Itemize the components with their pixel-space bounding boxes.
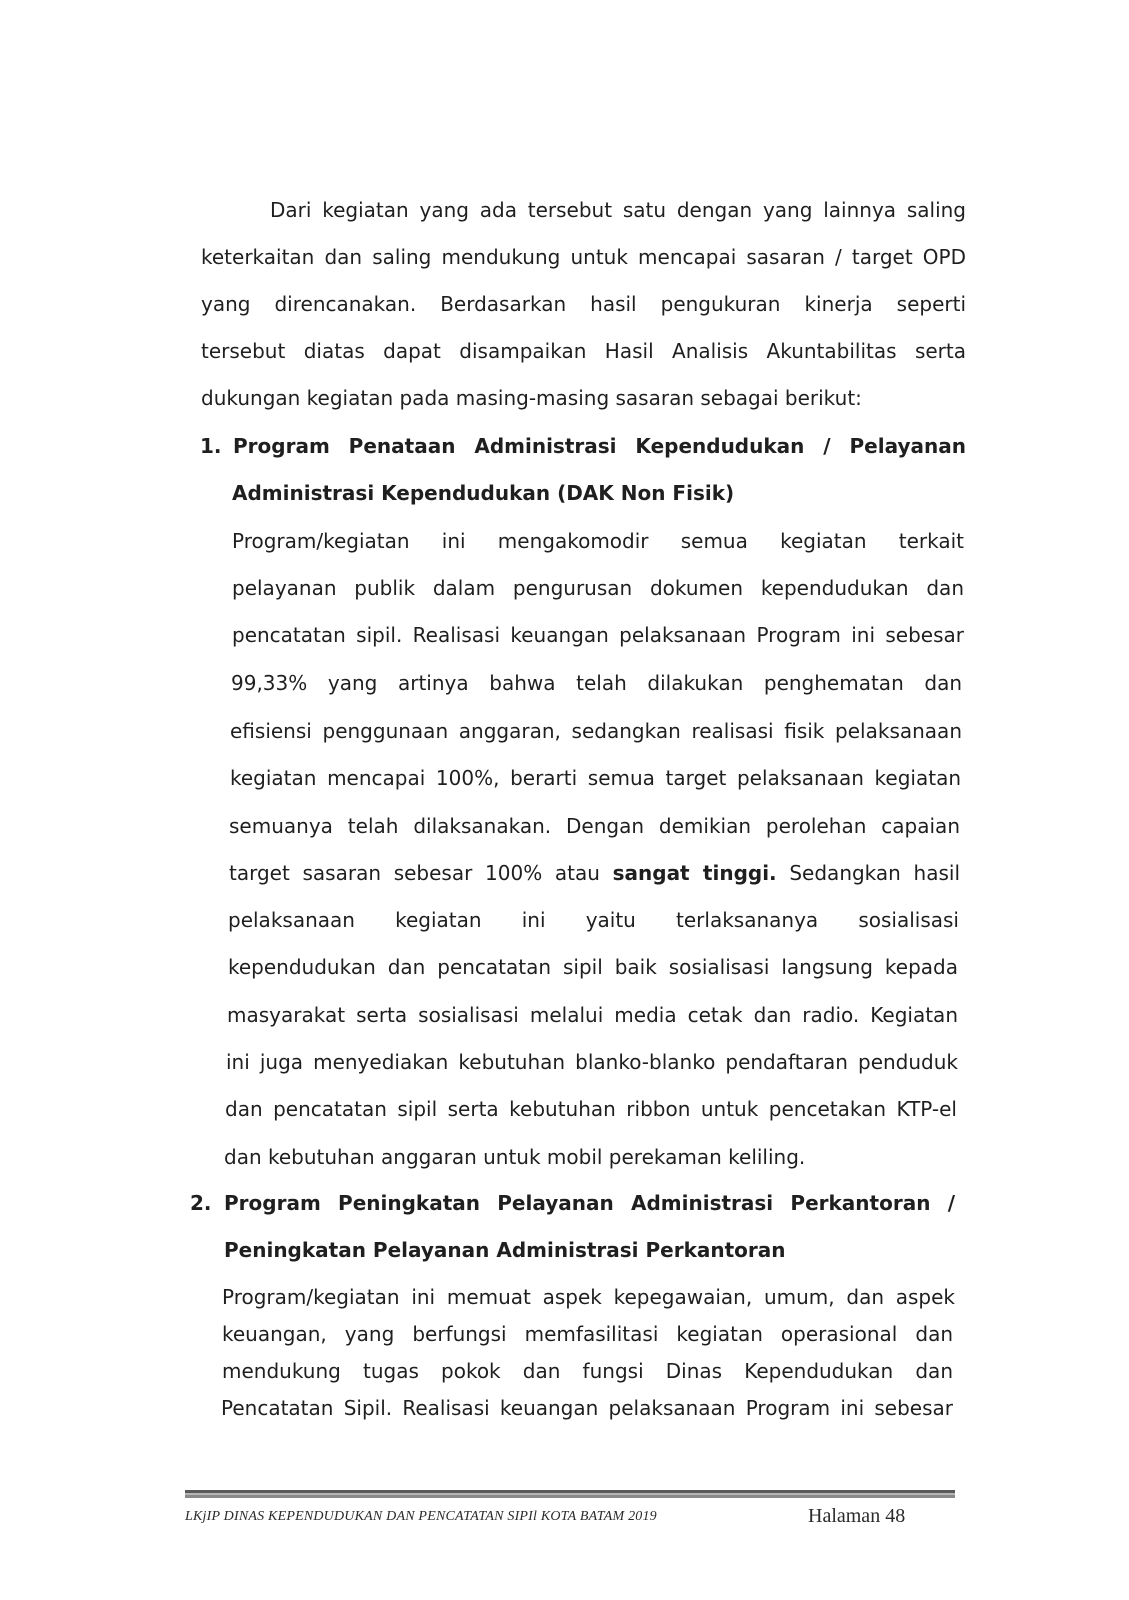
body-line: Program/kegiatan ini mengakomodir semua kegiatan terkait — [232, 529, 964, 553]
body-line: kependudukan dan pencatatan sipil baik sosialisasi langsung kepada — [228, 955, 958, 979]
section-heading: Administrasi Kependudukan (DAK Non Fisik) — [232, 481, 735, 505]
body-line: Program/kegiatan ini memuat aspek kepegawaian, umum, dan aspek — [222, 1285, 955, 1309]
body-line: dan kebutuhan anggaran untuk mobil perekaman keliling. — [224, 1145, 806, 1169]
body-line: 99,33% yang artinya bahwa telah dilakukan penghematan dan — [231, 671, 962, 695]
emphasis-text: sangat tinggi. — [612, 861, 777, 885]
section-heading: Peningkatan Pelayanan Administrasi Perkantoran — [224, 1238, 786, 1262]
body-line-emphasis — [229, 859, 960, 887]
body-line: pelaksanaan kegiatan ini yaitu terlaksananya sosialisasi — [228, 908, 959, 932]
body-line: kegiatan mencapai 100%, berarti semua target pelaksanaan kegiatan — [230, 766, 961, 790]
page-number: Halaman 48 — [808, 1505, 906, 1527]
section-heading: Program Penataan Administrasi Kependudukan / Pelayanan — [233, 434, 966, 458]
body-line: pelayanan publik dalam pengurusan dokumen kependudukan dan — [232, 576, 964, 600]
body-line: masyarakat serta sosialisasi melalui media cetak dan radio. Kegiatan — [227, 1003, 958, 1027]
body-line: semuanya telah dilaksanakan. Dengan demikian perolehan capaian — [229, 814, 960, 838]
footer-rule — [185, 1490, 955, 1498]
intro-line: tersebut diatas dapat disampaikan Hasil Analisis Akuntabilitas serta — [201, 339, 966, 363]
intro-line: Dari kegiatan yang ada tersebut satu dengan yang lainnya saling — [270, 198, 966, 222]
body-line: Pencatatan Sipil. Realisasi keuangan pelaksanaan Program ini sebesar — [221, 1396, 953, 1420]
body-line: dan pencatatan sipil serta kebutuhan ribbon untuk pencetakan KTP-el — [225, 1097, 957, 1121]
section-heading: Program Peningkatan Pelayanan Administrasi Perkantoran / — [224, 1191, 955, 1215]
intro-line: keterkaitan dan saling mendukung untuk mencapai sasaran / target OPD — [201, 245, 966, 269]
body-line: pencatatan sipil. Realisasi keuangan pelaksanaan Program ini sebesar — [232, 623, 964, 647]
text-run: Sedangkan hasil — [776, 861, 961, 885]
body-line: keuangan, yang berfungsi memfasilitasi kegiatan operasional dan — [222, 1322, 953, 1346]
body-line: ini juga menyediakan kebutuhan blanko-blanko pendaftaran penduduk — [226, 1050, 958, 1074]
section-number: 2. — [190, 1191, 212, 1215]
footer-title: LKjIP DINAS KEPENDUDUKAN DAN PENCATATAN SIPIl KOTA BATAM 2019 — [185, 1509, 657, 1524]
body-line: efisiensi penggunaan anggaran, sedangkan realisasi fisik pelaksanaan — [230, 719, 962, 743]
section-number: 1. — [200, 434, 222, 458]
intro-line: yang direncanakan. Berdasarkan hasil pengukuran kinerja seperti — [201, 292, 966, 316]
intro-line: dukungan kegiatan pada masing-masing sasaran sebagai berikut: — [201, 386, 862, 410]
body-line: mendukung tugas pokok dan fungsi Dinas Kependudukan dan — [222, 1359, 953, 1383]
text-run: target sasaran sebesar 100% atau — [229, 861, 613, 885]
